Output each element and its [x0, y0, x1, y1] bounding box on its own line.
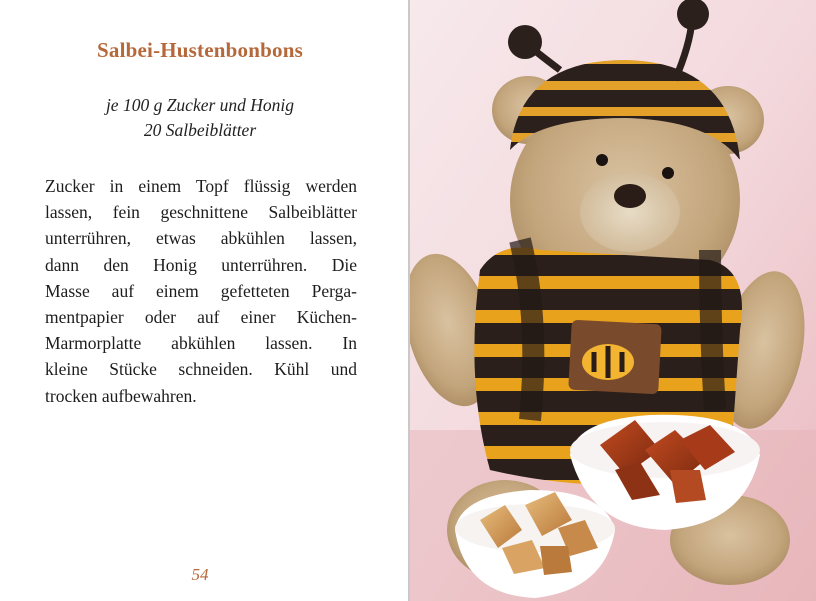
- instruction-line: Masse auf einem gefetteten Perga-: [45, 280, 357, 301]
- instruction-line: trocken aufbewahren.: [45, 385, 197, 406]
- recipe-title: Salbei-Hustenbonbons: [97, 38, 303, 62]
- instruction-line: Zucker in einem Topf flüssig werden: [45, 176, 357, 196]
- page-number: 54: [191, 565, 209, 584]
- instruction-line: dann den Honig unterrühren. Die: [45, 254, 357, 275]
- instruction-line: unterrühren, etwas abkühlen lassen,: [45, 228, 357, 249]
- instruction-line: lassen, fein geschnittene Salbeiblätter: [45, 202, 357, 223]
- ingredient-line: 20 Salbeiblätter: [143, 120, 257, 140]
- instruction-line: mentpapier oder auf einer Küchen-: [45, 306, 357, 327]
- instructions-text: [45, 173, 357, 409]
- ingredients-list: [0, 93, 400, 143]
- instruction-line: kleine Stücke schneiden. Kühl und: [45, 359, 357, 380]
- ingredient-line: je 100 g Zucker und Honig: [105, 95, 295, 115]
- teddy-bear-photo: [410, 0, 816, 601]
- instruction-line: Marmorplatte abkühlen lassen. In: [45, 333, 357, 354]
